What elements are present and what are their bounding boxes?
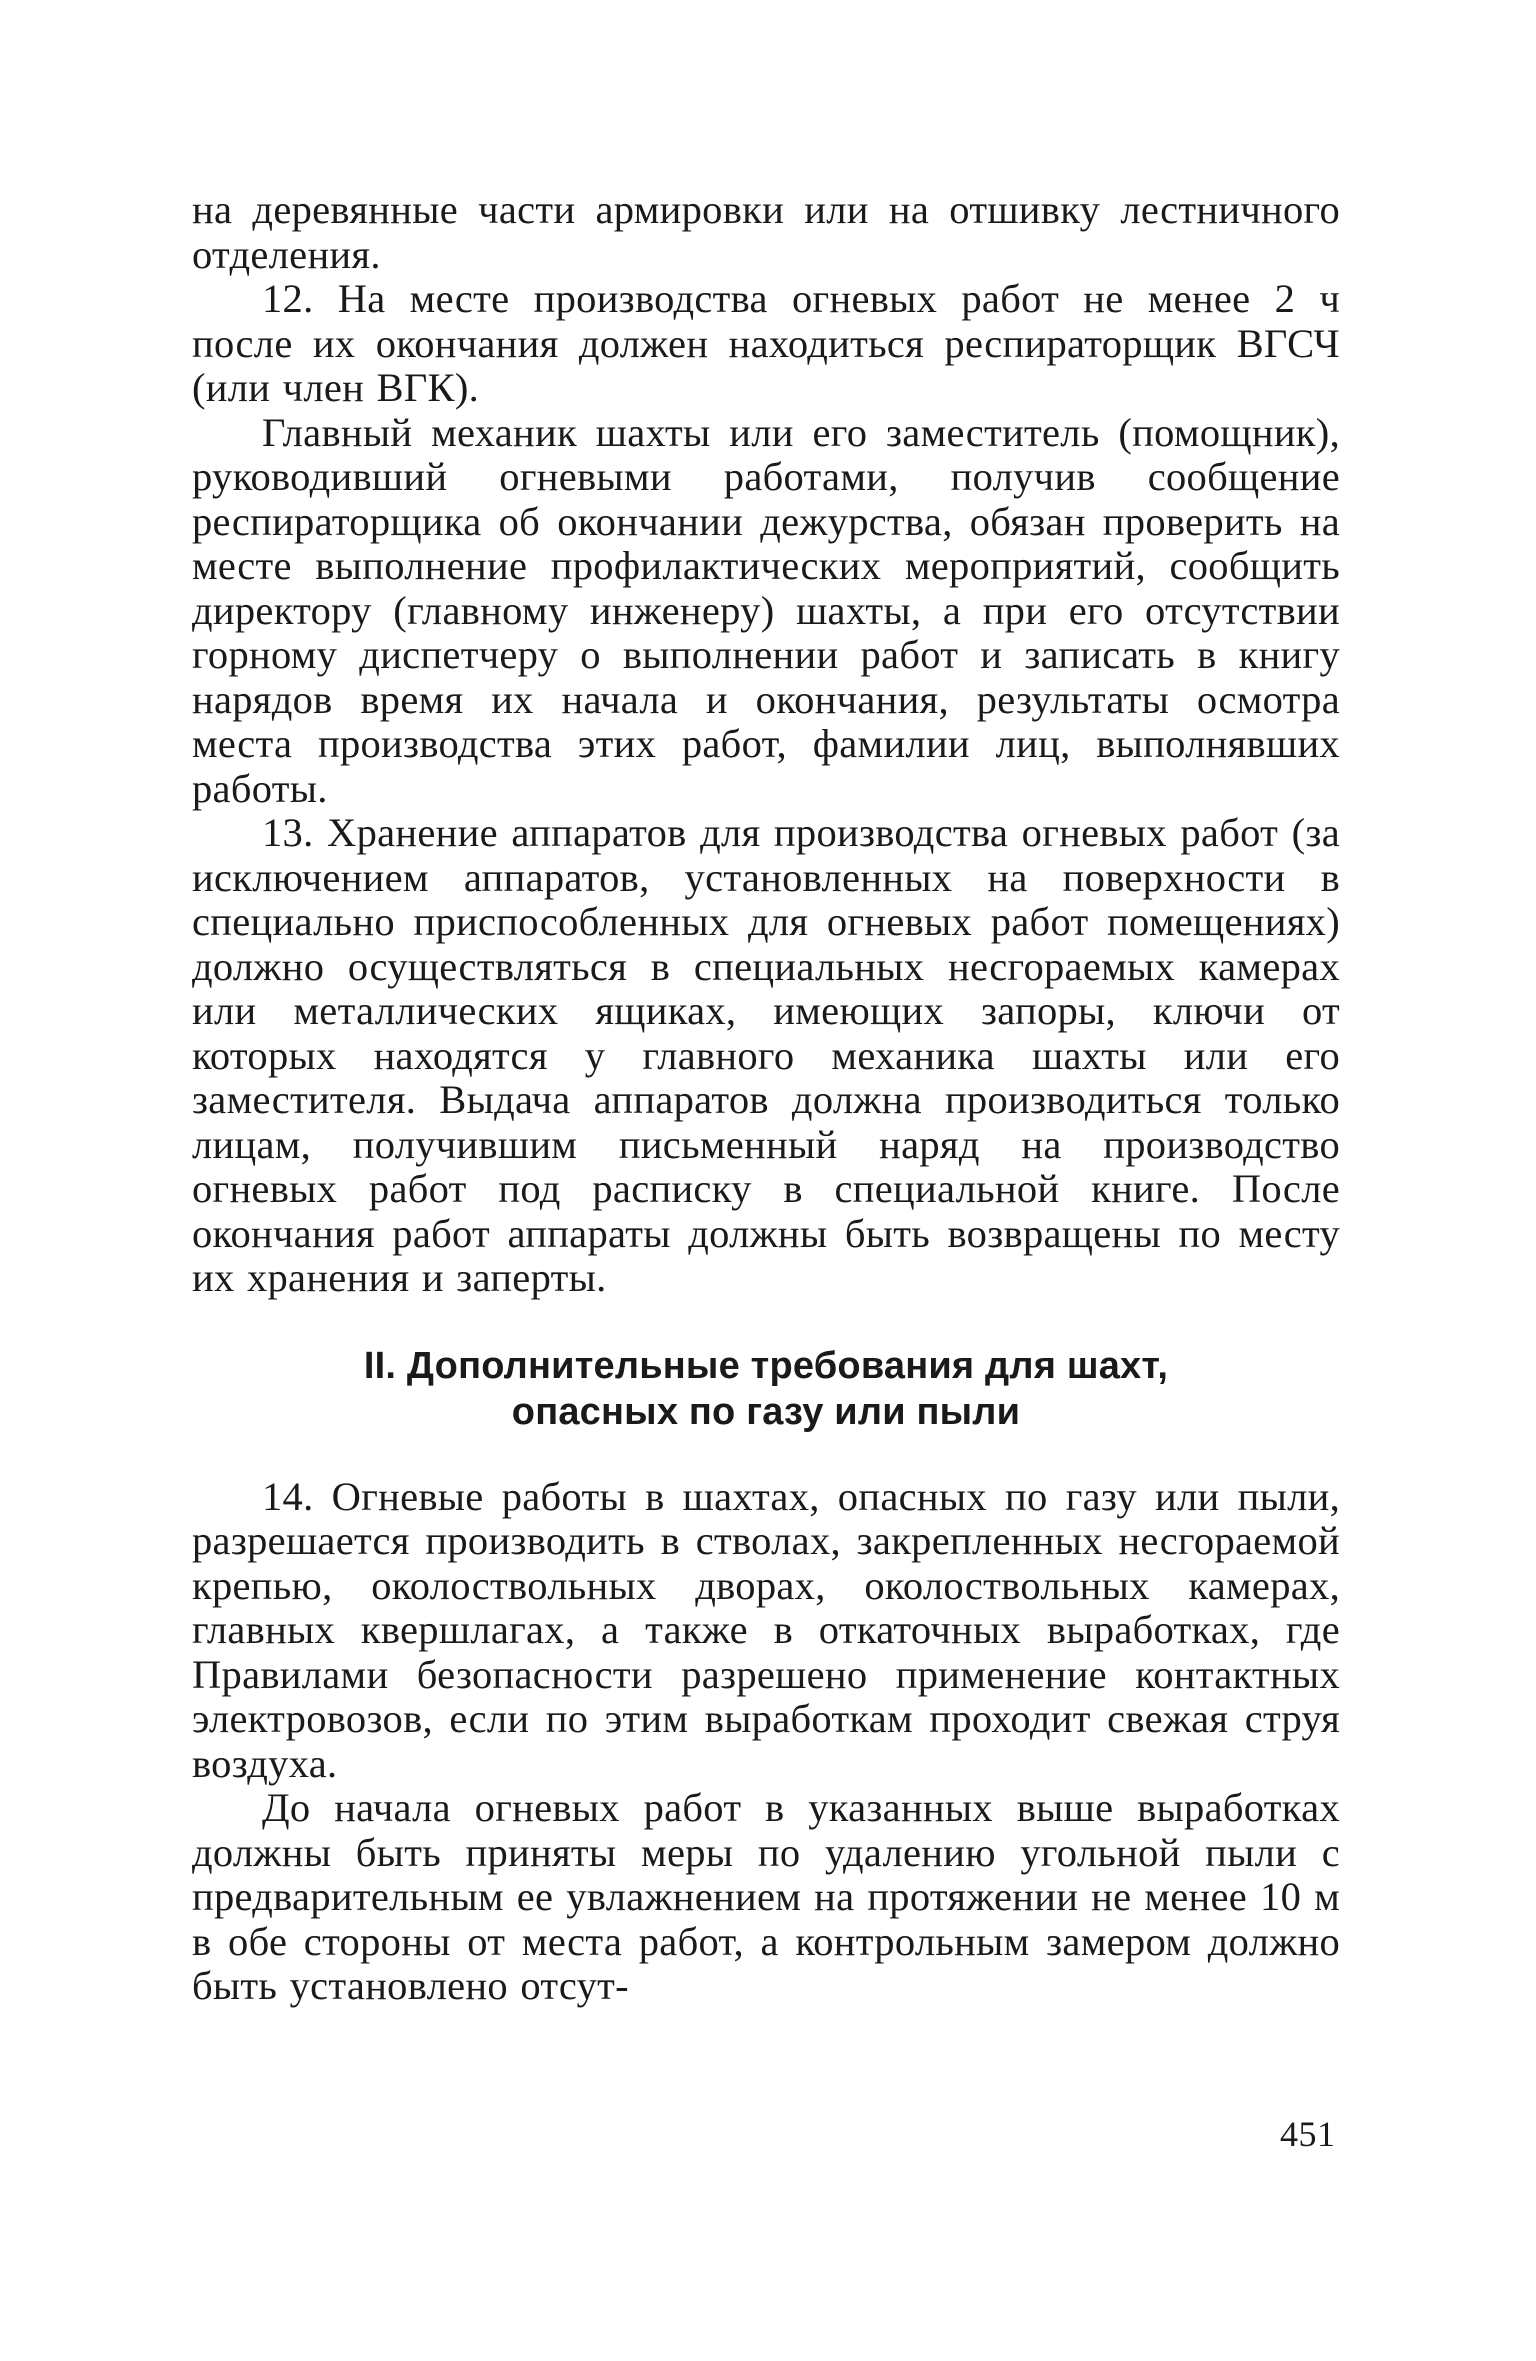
paragraph-preparation: До начала огневых работ в указанных выше выработках должны быть приняты меры по удалению угольной пыли с предварительным ее увлажнением на протяжении не менее 10 м в обе стороны от места работ, а контрольным замером должно быть установлено отсут- — [192, 1785, 1340, 2008]
section-heading-line-1: II. Дополнительные требования для шахт, — [363, 1344, 1169, 1387]
paragraph-chief-mechanic: Главный механик шахты или его заместитель (помощник), руководивший огневыми работами, получив сообщение респираторщика об окончании дежурства, обязан проверить на месте выполнение профилактических мероприятий, сообщить директору (главному инженеру) шахты, а при его отсутствии горному диспетчеру о выполнении работ и записать в книгу нарядов время их начала и окончания, результаты осмотра места производства этих работ, фамилии лиц, выполнявших работы. — [192, 409, 1340, 811]
paragraph-item-14: 14. Огневые работы в шахтах, опасных по газу или пыли, разрешается производить в стволах, закрепленных несгораемой крепью, околоствольных дворах, околоствольных камерах, главных квершлагах, а также в откаточных выработках, где Правилами безопасности разрешено применение контактных электровозов, если по этим выработкам проходит свежая струя воздуха. — [192, 1473, 1340, 1786]
section-heading — [192, 1343, 1340, 1435]
paragraph-continuation: на деревянные части армировки или на отшивку лестничного отделения. — [192, 187, 1340, 277]
paragraph-item-12: 12. На месте производства огневых работ не менее 2 ч после их окончания должен находиться респираторщик ВГСЧ (или член ВГК). — [192, 276, 1340, 410]
document-page — [192, 188, 1340, 2009]
page-number: 451 — [1280, 2114, 1336, 2154]
section-heading-line-2: опасных по газу или пыли — [511, 1390, 1021, 1433]
paragraph-item-13: 13. Хранение аппаратов для производства огневых работ (за исключением аппаратов, установленных на поверхности в специально приспособленных для огневых работ помещениях) должно осуществляться в специальных несгораемых камерах или металлических ящиках, имеющих запоры, ключи от которых находятся у главного механика шахты или его заместителя. Выдача аппаратов должна производиться только лицам, получившим письменный наряд на производство огневых работ под расписку в специальной книге. После окончания работ аппараты должны быть возвращены по месту их хранения и заперты. — [192, 810, 1340, 1300]
